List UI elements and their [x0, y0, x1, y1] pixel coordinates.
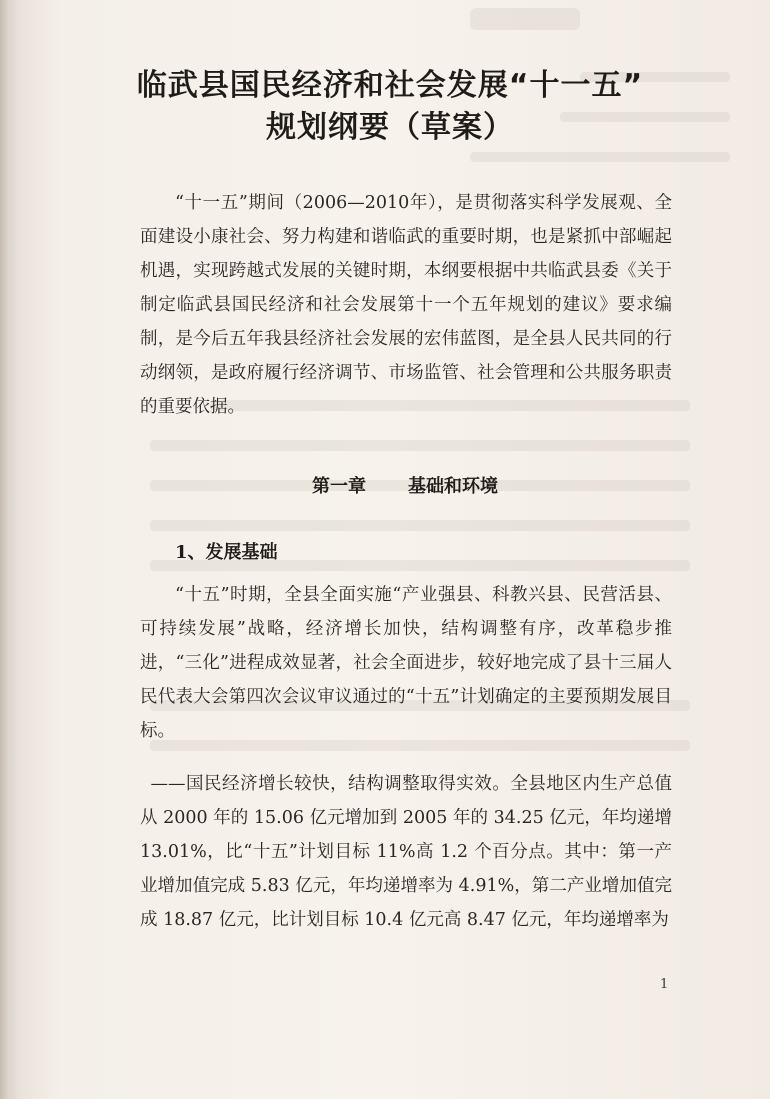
- chapter-title: 基础和环境: [408, 476, 498, 497]
- page-left-edge-shadow: [0, 0, 10, 1099]
- section-heading: 1、发展基础: [175, 542, 278, 563]
- page-number: 1: [660, 977, 669, 992]
- intro-paragraph: “十一五”期间（2006—2010年），是贯彻落实科学发展观、全面建设小康社会、努力构建和谐临武的重要时期，也是紧抓中部崛起机遇，实现跨越式发展的关键时期，本纲要根据中共临武县委《关于制定临武县国民经济和社会发展第十一个五年规划的建议》要求编制，是今后五年我县经济社会发展的宏伟蓝图，是全县人民共同的行动纲领，是政府履行经济调节、市场监管、社会管理和公共服务职责的重要依据。: [140, 193, 672, 417]
- document-title-line-1: 临武县国民经济和社会发展“十一五”: [136, 68, 644, 103]
- chapter-number: 第一章: [312, 476, 366, 497]
- document-title-line-2: 规划纲要（草案）: [266, 110, 514, 145]
- chapter-heading: [312, 472, 498, 498]
- development-basis-paragraph: “十五”时期，全县全面实施“产业强县、科教兴县、民营活县、可持续发展”战略，经济增长加快，结构调整有序，改革稳步推进，“三化”进程成效显著，社会全面进步，较好地完成了县十三届人民代表大会第四次会议审议通过的“十五”计划确定的主要预期发展目标。: [140, 585, 672, 741]
- economy-growth-paragraph: ——国民经济增长较快，结构调整取得实效。全县地区内生产总值从 2000 年的 15.06 亿元增加到 2005 年的 34.25 亿元，年均递增 13.01%，比“十五”计划目标 11%高 1.2 个百分点。其中：第一产业增加值完成 5.83 亿元，年均递增率为 4.91%，第二产业增加值完成 18.87 亿元，比计划目标 10.4 亿元高 8.47 亿元，年均递增率为: [140, 774, 672, 930]
